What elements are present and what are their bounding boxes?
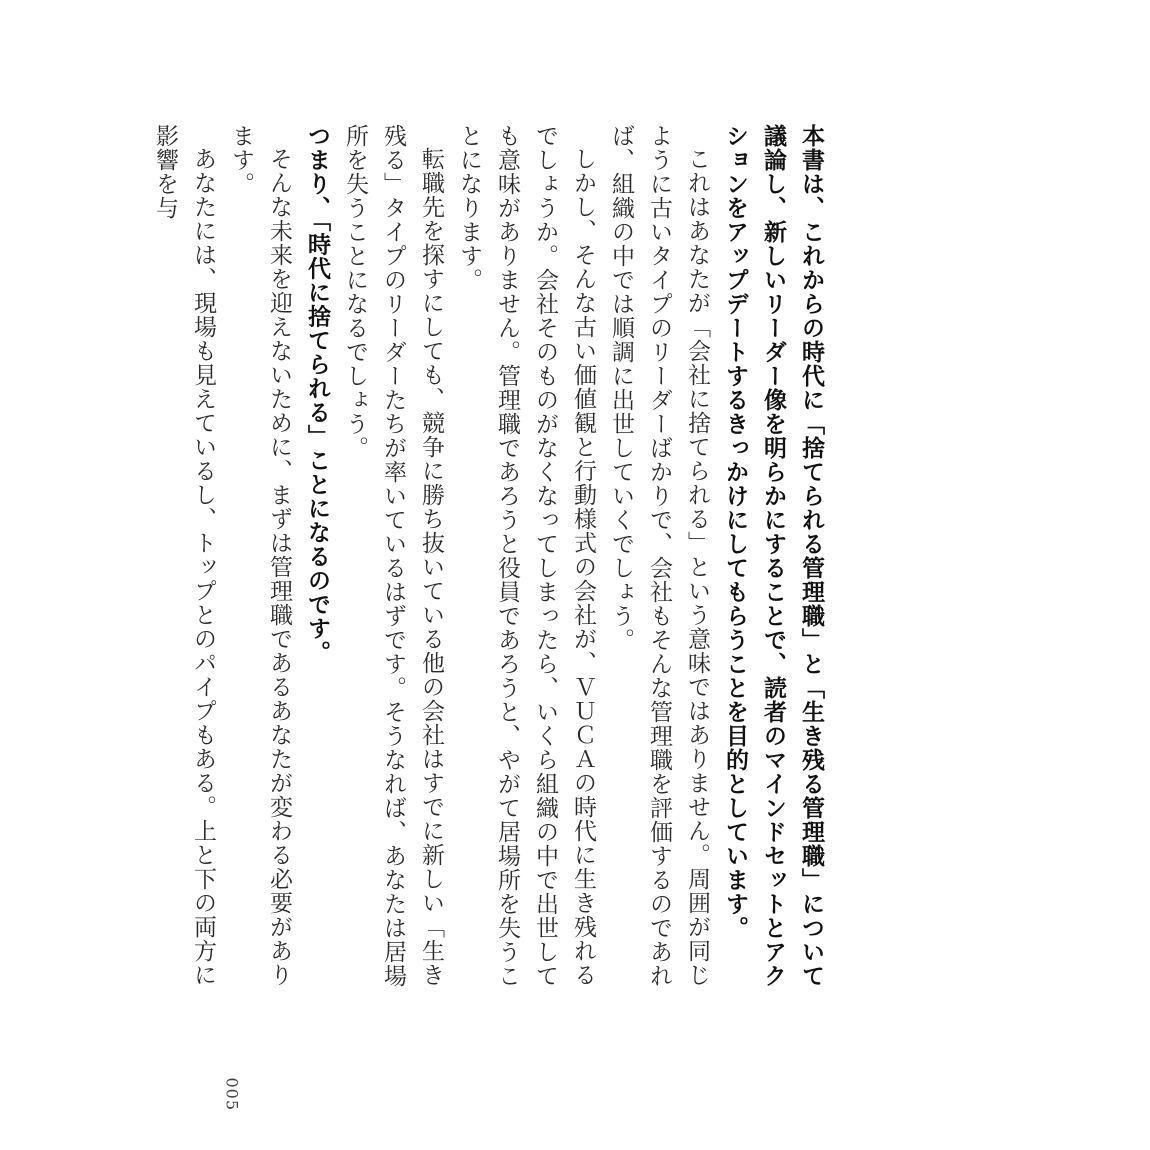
- paragraph-4: 転職先を探すにしても、競争に勝ち抜いている他の会社はすでに新しい「生き残る」タイプのリーダーたちが率いているはずです。そうなれば、あなたは居場所を失うことになるでしょう。: [342, 124, 444, 988]
- paragraph-7: あなたには、現場も見えているし、トップとのパイプもある。上と下の両方に影響を与: [152, 124, 216, 987]
- body-text: [146, 124, 830, 1004]
- paragraph-conclusion: つまり、「時代に捨てられる」ことになるのです。: [304, 124, 330, 665]
- paragraph-intro: 本書は、これからの時代に「捨てられる管理職」と「生き残る管理職」について議論し、新しいリーダー像を明らかにすることで、読者のマインドセットとアクションをアップデートするきっかけにしてもらうことを目的としています。: [722, 124, 824, 988]
- page-number: 005: [222, 1077, 242, 1112]
- paragraph-2: これはあなたが「会社に捨てられる」という意味ではありません。周囲が同じように古いタイプのリーダーばかりで、会社もそんな管理職を評価するのであれば、組織の中では順調に出世していくでしょう。: [608, 124, 710, 988]
- paragraph-3: しかし、そんな古い価値観と行動様式の会社が、ＶＵＣＡの時代に生き残れるでしょうか。会社そのものがなくなってしまったら、いくら組織の中で出世しても意味がありません。管理職であろうと役員であろうと、やがて居場所を失うことになります。: [456, 124, 596, 988]
- paragraph-6: そんな未来を迎えないために、まずは管理職であるあなたが変わる必要があります。: [228, 124, 292, 987]
